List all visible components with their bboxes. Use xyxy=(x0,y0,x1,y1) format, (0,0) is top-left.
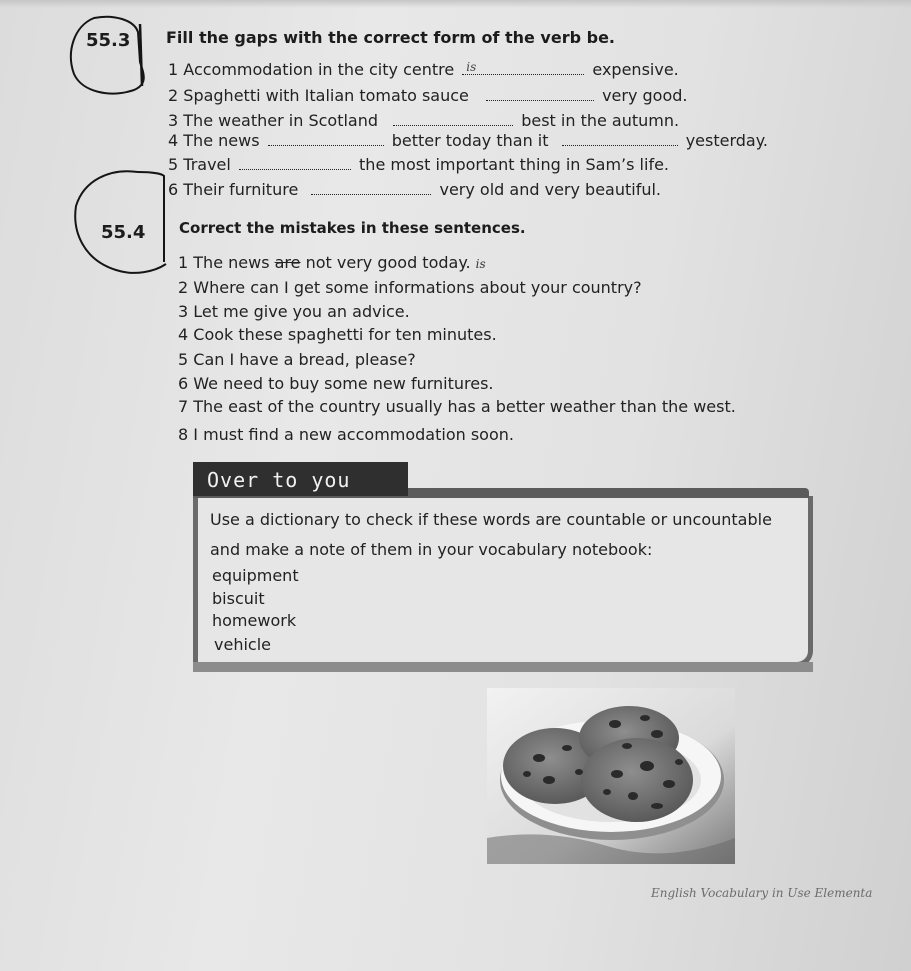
answer-gap[interactable] xyxy=(393,112,513,126)
handwritten-correction: is xyxy=(475,257,486,271)
vocabulary-word: homework xyxy=(212,611,297,630)
answer-gap[interactable] xyxy=(311,181,431,195)
panel-instruction: and make a note of them in your vocabulary notebook: xyxy=(210,540,653,559)
exercise-item: 2 Where can I get some informations about your country? xyxy=(178,278,642,297)
exercise-item: 1 The news are not very good today. is xyxy=(178,253,486,272)
exercise-item: 2 Spaghetti with Italian tomato sauce very good. xyxy=(168,86,688,105)
cookies-on-plate-photo xyxy=(487,688,735,864)
panel-instruction: Use a dictionary to check if these words are countable or uncountable xyxy=(210,510,772,529)
exercise-item: 3 Let me give you an advice. xyxy=(178,302,410,321)
over-to-you-heading: Over to you xyxy=(207,468,351,492)
vocabulary-word: equipment xyxy=(212,566,299,585)
exercise-item: 5 Travel the most important thing in Sam’s life. xyxy=(168,155,669,174)
exercise-title: Correct the mistakes in these sentences. xyxy=(179,219,526,237)
exercise-item: 4 Cook these spaghetti for ten minutes. xyxy=(178,325,497,344)
exercise-title: Fill the gaps with the correct form of the verb be. xyxy=(166,28,616,47)
exercise-55-3-circle xyxy=(64,12,164,100)
exercise-item: 5 Can I have a bread, please? xyxy=(178,350,416,369)
exercise-number: 55.3 xyxy=(86,30,131,51)
answer-gap[interactable] xyxy=(239,156,351,170)
exercise-item: 8 I must find a new accommodation soon. xyxy=(178,425,514,444)
struck-word: are xyxy=(274,253,301,272)
handwritten-answer: is xyxy=(466,60,477,74)
book-footer: English Vocabulary in Use Elementa xyxy=(651,886,873,900)
exercise-item: 3 The weather in Scotland best in the autumn. xyxy=(168,111,680,130)
vocabulary-word: vehicle xyxy=(214,635,271,654)
exercise-item: 6 We need to buy some new furnitures. xyxy=(178,374,494,393)
page-top-shadow xyxy=(0,0,911,8)
answer-gap[interactable] xyxy=(268,132,384,146)
over-to-you-tab xyxy=(193,462,408,496)
exercise-item: 7 The east of the country usually has a better weather than the west. xyxy=(178,397,736,416)
exercise-item: 4 The news better today than it yesterday. xyxy=(168,131,768,150)
panel-bottom-bar xyxy=(193,662,813,672)
answer-gap[interactable] xyxy=(486,87,594,101)
exercise-item: 6 Their furniture very old and very beautiful. xyxy=(168,180,662,199)
answer-gap[interactable] xyxy=(562,132,678,146)
exercise-item: 1 Accommodation in the city centre is expensive. xyxy=(168,60,679,79)
answer-gap[interactable] xyxy=(462,61,584,75)
vocabulary-word: biscuit xyxy=(212,589,265,608)
exercise-number: 55.4 xyxy=(101,222,146,243)
